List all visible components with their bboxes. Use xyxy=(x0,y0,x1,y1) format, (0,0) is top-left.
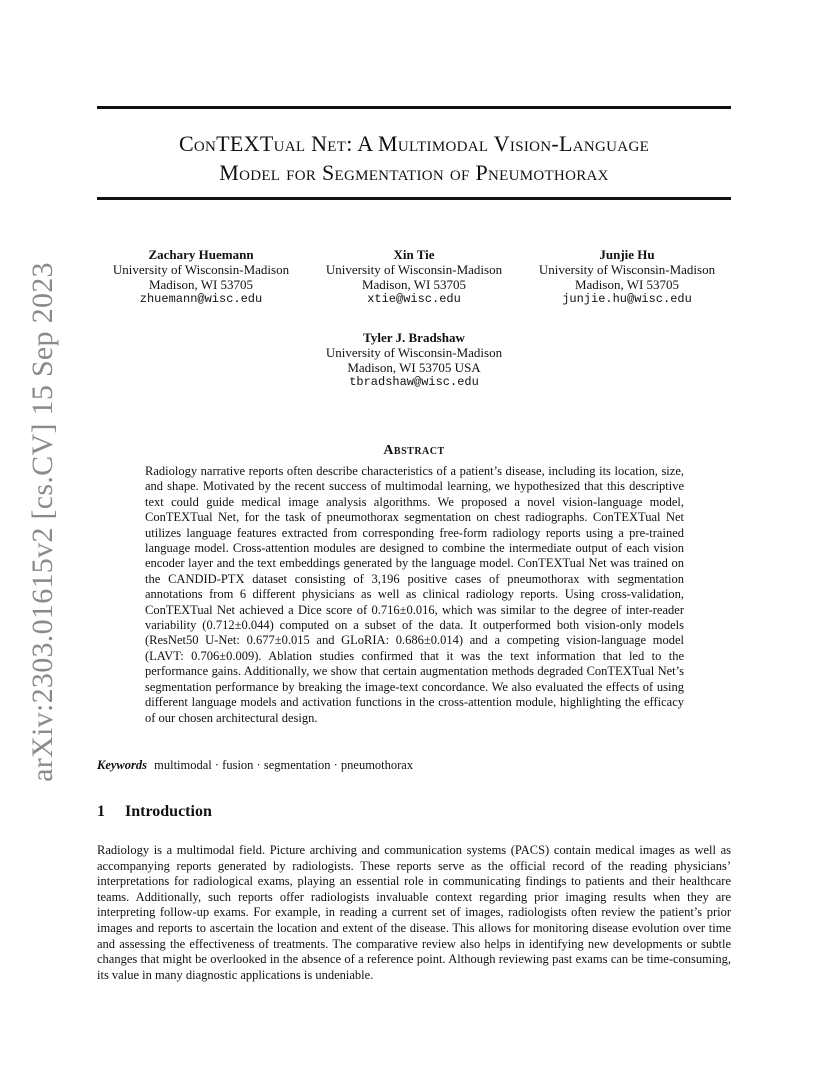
author-affiliation: University of Wisconsin-Madison xyxy=(325,345,503,360)
author-affiliation: University of Wisconsin-Madison xyxy=(112,262,290,277)
keywords xyxy=(97,758,413,773)
author-name: Zachary Huemann xyxy=(148,247,254,262)
title-bottom-rule xyxy=(97,197,731,200)
author-block-2 xyxy=(310,247,518,307)
author-address: Madison, WI 53705 xyxy=(361,277,467,292)
arxiv-identifier: arXiv:2303.01615v2 [cs.CV] 15 Sep 2023 xyxy=(26,262,59,782)
section-title: Introduction xyxy=(125,803,212,820)
author-block-1 xyxy=(97,247,305,307)
section-heading-introduction xyxy=(97,803,212,821)
author-address: Madison, WI 53705 xyxy=(574,277,680,292)
author-block-4 xyxy=(310,330,518,390)
author-affiliation: University of Wisconsin-Madison xyxy=(325,262,503,277)
author-address: Madison, WI 53705 USA xyxy=(347,360,481,375)
keywords-list: multimodal · fusion · segmentation · pneumothorax xyxy=(154,758,414,772)
title-top-rule xyxy=(97,106,731,109)
abstract-text: Radiology narrative reports often describe characteristics of a patient’s disease, including its location, size, and shape. Motivated by the recent success of multimodal learning, we hypothesized that this descriptive text could guide medical image analysis algorithms. We proposed a novel vision-language model, ConTEXTual Net, for the task of pneumothorax segmentation on chest radiographs. ConTEXTual Net utilizes language features extracted from corresponding free-form radiology reports using a pre-trained language model. Cross-attention modules are designed to combine the intermediate output of each vision encoder layer and the text embeddings generated by the language model. ConTEXTual Net was trained on the CANDID-PTX dataset consisting of 3,196 positive cases of pneumothorax with segmentation annotations from 6 different physicians as well as clinical radiology reports. Using cross-validation, ConTEXTual Net achieved a Dice score of 0.716±0.016, which was similar to the degree of inter-reader variability (0.712±0.044) computed on a subset of the data. It outperformed both vision-only models (ResNet50 U-Net: 0.677±0.015 and GLoRIA: 0.686±0.014) and a competing vision-language model (LAVT: 0.706±0.009). Ablation studies confirmed that it was the text information that led to the performance gains. Additionally, we show that certain augmentation methods degraded ConTEXTual Net’s segmentation performance by breaking the image-text concordance. We also evaluated the effects of using different language models and activation functions in the cross-attention module, highlighting the efficacy of our chosen architectural design. xyxy=(145,464,684,725)
keywords-label: Keywords xyxy=(97,758,147,772)
abstract-heading: Abstract xyxy=(383,443,445,458)
introduction-paragraph: Radiology is a multimodal field. Picture archiving and communication systems (PACS) contain medical images as well as accompanying reports generated by radiologists. These reports serve as the official record of the reading physicians’ interpretations for radiological exams, playing an essential role in communicating findings to patients and their healthcare teams. Additionally, such reports offer radiologists invaluable context regarding prior imaging results when they are interpreting follow-up exams. For example, in reading a current set of images, radiologists often review the patient’s prior images and reports to ascertain the location and extent of the disease. This allows for monitoring disease evolution over time and assessing the effectiveness of treatments. The comparative review also helps in identifying new developments or subtle changes that might be overlooked in the absence of a reference point. Although reviewing past exams can be time-consuming, its value in many diagnostic applications is undeniable. xyxy=(97,843,731,982)
author-name: Xin Tie xyxy=(393,247,435,262)
author-email: tbradshaw@wisc.edu xyxy=(349,375,479,389)
author-email: junjie.hu@wisc.edu xyxy=(562,292,692,306)
author-block-3 xyxy=(523,247,731,307)
author-name: Tyler J. Bradshaw xyxy=(363,330,465,345)
paper-title-line-1: ConTEXTual Net: A Multimodal Vision-Language xyxy=(178,131,650,156)
paper-title xyxy=(97,129,731,187)
author-email: zhuemann@wisc.edu xyxy=(139,292,263,306)
author-email: xtie@wisc.edu xyxy=(367,292,461,306)
author-affiliation: University of Wisconsin-Madison xyxy=(538,262,716,277)
section-number: 1 xyxy=(97,803,105,820)
author-name: Junjie Hu xyxy=(599,247,655,262)
author-address: Madison, WI 53705 xyxy=(148,277,254,292)
paper-title-line-2: Model for Segmentation of Pneumothorax xyxy=(219,160,609,185)
